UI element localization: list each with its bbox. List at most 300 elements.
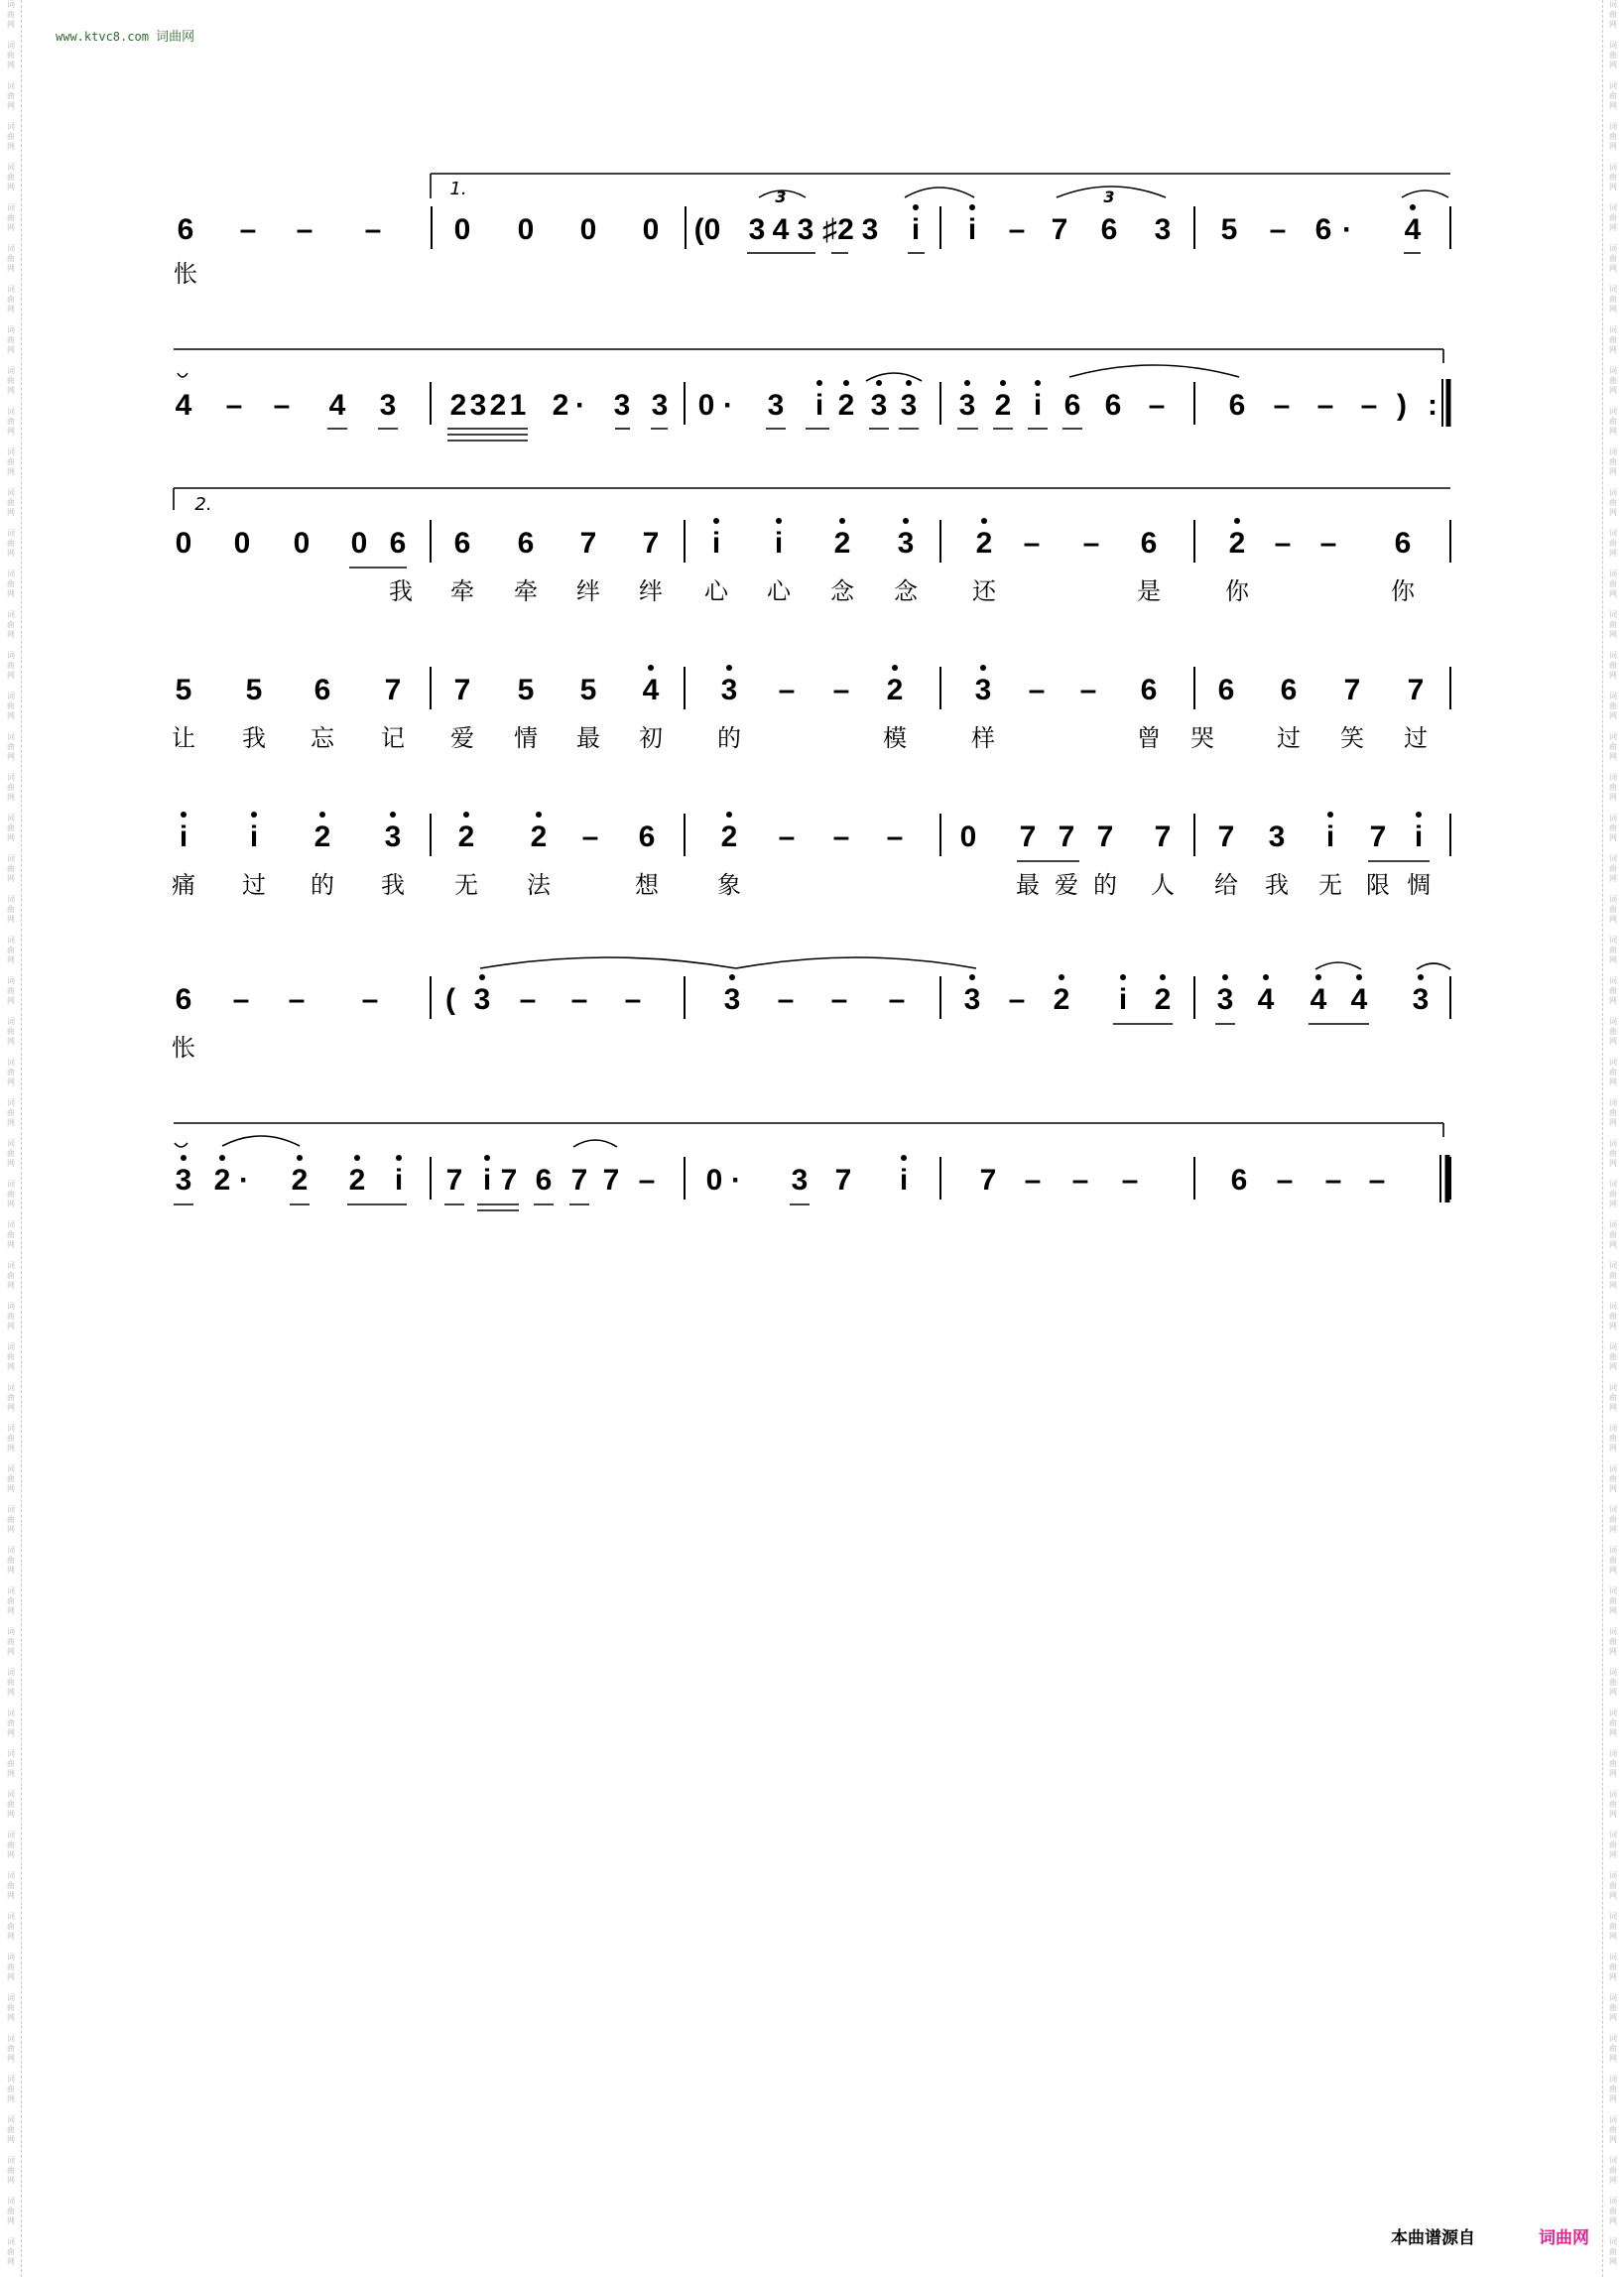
side-watermark-right: 词 曲 网 [1609,163,1617,191]
lyric-char: 模 [883,724,907,752]
jianpu-note: 0 [697,389,715,422]
jianpu-note: 2 [1154,983,1172,1016]
jianpu-note: 6 [1230,1164,1248,1197]
jianpu-note: – [888,983,906,1016]
jianpu-note: 4 [1404,213,1422,246]
jianpu-note: 3 [379,389,397,422]
jianpu-note: 7 [1369,821,1387,853]
lyric-char: 你 [1391,577,1415,605]
jianpu-note: 2 [530,821,548,853]
side-watermark-right: 词 曲 网 [1609,1261,1617,1290]
side-watermark-right: 词 曲 网 [1609,1139,1617,1168]
side-watermark-right: 词 曲 网 [1609,488,1617,517]
side-watermark-right: 词 曲 网 [1609,447,1617,476]
jianpu-note: 6 [517,527,535,560]
jianpu-note: 6 [1140,527,1158,560]
octave-dot [729,974,735,980]
side-watermark-right: 词 曲 网 [1609,1302,1617,1330]
octave-dot [1356,974,1362,980]
octave-dot [648,665,654,671]
jianpu-note: i [711,527,721,560]
side-watermark-left: 词 曲 网 [7,976,15,1005]
octave-dot [980,665,986,671]
lyric-char: 是 [1137,577,1161,605]
jianpu-note: (0 [693,213,721,246]
jianpu-note: 3 [897,527,915,560]
slur [480,957,736,968]
tuplet-3-mark: 3 [775,188,787,206]
octave-dot [1120,974,1126,980]
jianpu-note: 7 [834,1164,852,1197]
jianpu-note: 2 [552,389,569,422]
jianpu-note: 7 [384,674,402,706]
jianpu-note: – [886,821,904,853]
side-watermark-left: 词 曲 网 [7,244,15,273]
lyric-char: 样 [971,724,995,752]
side-watermark-right: 词 曲 网 [1609,203,1617,232]
lyric-char: 初 [639,724,663,752]
notation-rows [172,174,1450,1210]
lyric-char: 的 [311,871,334,899]
jianpu-note: – [778,674,796,706]
lyric-char: 记 [381,724,405,752]
side-watermark-left: 词 曲 网 [7,2197,15,2225]
side-watermark-left: 词 曲 网 [7,1505,15,1534]
jianpu-note: 0 [959,821,977,853]
side-watermark-left: 词 曲 网 [7,1790,15,1819]
lyric-char: 法 [527,871,551,899]
side-watermark-left: 词 曲 网 [7,529,15,558]
lyric-char: 的 [717,724,741,752]
side-watermark-left: 词 曲 网 [7,1383,15,1412]
side-watermark-right: 词 曲 网 [1609,244,1617,273]
octave-dot [901,1155,907,1161]
lyric-char: 你 [1225,577,1249,605]
side-watermark-left: 词 曲 网 [7,692,15,720]
jianpu-note: 6 [1063,389,1081,422]
jianpu-note: 3 [963,983,981,1016]
jianpu-note: 3 [613,389,631,422]
side-watermark-right: 词 曲 网 [1609,407,1617,436]
jianpu-note: ( [445,983,455,1016]
octave-dot [1000,380,1006,386]
side-watermark-right: 词 曲 网 [1609,1627,1617,1656]
side-watermark-left: 词 曲 网 [7,1180,15,1208]
side-watermark-right: 词 曲 网 [1609,1424,1617,1453]
jianpu-note: – [1008,983,1026,1016]
jianpu-note: 3 [723,983,741,1016]
lyric-char: 怅 [172,1034,195,1062]
jianpu-note: 6 [1314,213,1332,246]
octave-dot [181,1155,187,1161]
jianpu-note: · [1342,213,1352,246]
side-watermark-left: 词 曲 网 [7,1261,15,1290]
jianpu-note: 5 [517,674,535,706]
lyric-char: 念 [830,577,854,605]
octave-dot [726,812,732,818]
jianpu-note: ) [1397,389,1407,422]
lyric-char: 我 [389,577,413,605]
side-watermark-left: 词 曲 网 [7,936,15,964]
slur [736,957,976,968]
octave-dot [219,1155,225,1161]
octave-dot [463,812,469,818]
jianpu-note: 3 [1216,983,1234,1016]
jianpu-note: · [723,389,733,422]
side-watermark-right: 词 曲 网 [1609,285,1617,314]
lyric-char: 想 [635,871,659,899]
side-watermark-right: 词 曲 网 [1609,976,1617,1005]
jianpu-note: 2 [886,674,904,706]
lyric-char: 我 [242,724,266,752]
jianpu-note: – [1082,527,1100,560]
side-watermark-left: 词 曲 网 [7,1953,15,1981]
octave-dot [1059,974,1064,980]
lyric-char: 最 [576,724,600,752]
octave-dot [913,204,919,210]
side-watermark-left: 词 曲 网 [7,854,15,883]
side-watermark-right: 词 曲 网 [1609,1383,1617,1412]
side-watermark-left: 词 曲 网 [7,1058,15,1086]
side-watermark-left: 词 曲 网 [7,1464,15,1493]
octave-dot [484,1155,490,1161]
jianpu-note: – [364,213,382,246]
side-watermark-left: 词 曲 网 [7,2237,15,2266]
jianpu-note: – [1079,674,1097,706]
side-watermark-right: 词 曲 网 [1609,529,1617,558]
octave-dot [981,518,987,524]
side-watermark-right: 词 曲 网 [1609,610,1617,639]
lyric-char: 情 [514,724,538,752]
jianpu-note: – [570,983,588,1016]
octave-dot [390,812,396,818]
lyric-char: 无 [1318,871,1342,899]
jianpu-note: 3 [175,1164,192,1197]
jianpu-note: 7 [1407,674,1425,706]
jianpu-note: – [225,389,243,422]
side-watermark-left: 词 曲 网 [7,1831,15,1859]
jianpu-note: – [1368,1164,1386,1197]
lyric-char: 无 [454,871,478,899]
lyric-char: 过 [242,871,266,899]
jianpu-note: 3 [473,983,491,1016]
side-watermark-left: 词 曲 网 [7,1871,15,1900]
side-watermark-right: 词 曲 网 [1609,1017,1617,1046]
jianpu-note: i [1033,389,1043,422]
jianpu-note: 7 [602,1164,620,1197]
jianpu-note: – [832,674,850,706]
side-watermark-left: 词 曲 网 [7,447,15,476]
jianpu-note: – [1028,674,1046,706]
jianpu-note: 5 [1220,213,1238,246]
side-watermark-left: 词 曲 网 [7,407,15,436]
jianpu-note: 0 [705,1164,723,1197]
side-watermark-left: 词 曲 网 [7,895,15,924]
side-watermark-right: 词 曲 网 [1609,1505,1617,1534]
lyric-char: 忘 [311,724,334,752]
side-watermark-left: 词 曲 网 [7,1424,15,1453]
jianpu-note: – [296,213,313,246]
jianpu-note: 2 [1228,527,1246,560]
side-watermark-right: 词 曲 网 [1609,2237,1617,2266]
jianpu-note: 3 [791,1164,809,1197]
jianpu-note: 0 [293,527,311,560]
jianpu-note: 3 [651,389,669,422]
side-watermark-right: 词 曲 网 [1609,651,1617,680]
jianpu-note: i [1414,821,1424,853]
jianpu-note: – [778,821,796,853]
octave-dot [1263,974,1269,980]
jianpu-note: 2 [833,527,851,560]
jianpu-note: 2 [489,389,507,422]
jianpu-note: – [1276,1164,1294,1197]
lyric-char: 怅 [174,260,197,288]
octave-dot [1315,974,1321,980]
slur [1069,365,1239,377]
octave-dot [1160,974,1166,980]
site-url-text[interactable]: www.ktvc8.com [56,30,149,44]
jianpu-note: – [832,821,850,853]
side-watermark-left: 词 曲 网 [7,203,15,232]
lyric-char: 爱 [450,724,474,752]
lyric-char: 人 [1151,871,1175,899]
jianpu-note: 6 [313,674,331,706]
slur [1402,190,1448,197]
jianpu-note: 3 [720,674,738,706]
jianpu-note: – [1274,527,1292,560]
jianpu-note: 2 [994,389,1012,422]
jianpu-note: 3 [384,821,402,853]
jianpu-note: i [774,527,784,560]
side-watermark-left: 词 曲 网 [7,569,15,598]
jianpu-note: 4 [1310,983,1327,1016]
side-watermark-left: 词 曲 网 [7,1098,15,1127]
jianpu-note: ♯2 [822,213,854,246]
jianpu-note: 7 [1051,213,1068,246]
jianpu-note: 6 [535,1164,553,1197]
jianpu-note: 2 [291,1164,309,1197]
octave-dot [319,812,325,818]
jianpu-note: 7 [979,1164,997,1197]
side-watermark-right: 词 曲 网 [1609,569,1617,598]
side-watermark-left: 词 曲 网 [7,366,15,395]
site-name: 词曲网 [156,30,195,45]
jianpu-note: 2 [449,389,467,422]
octave-dot [969,204,975,210]
side-watermark-left: 词 曲 网 [7,814,15,842]
side-watermark-right: 词 曲 网 [1609,1546,1617,1575]
side-watermark-left: 词 曲 网 [7,773,15,802]
side-watermark-left: 词 曲 网 [7,1627,15,1656]
jianpu-note: i [967,213,977,246]
jianpu-note: 3 [974,674,992,706]
jianpu-note: 6 [177,213,194,246]
jianpu-note: 6 [1280,674,1298,706]
lyric-char: 心 [767,577,791,605]
jianpu-note: 0 [350,527,368,560]
jianpu-note: 0 [642,213,660,246]
side-watermark-right: 词 曲 网 [1609,732,1617,761]
lyric-char: 哭 [1190,724,1214,752]
lyric-char: 心 [704,577,728,605]
lyric-char: 曾 [1137,724,1161,752]
jianpu-note: 2 [975,527,993,560]
lyric-char: 给 [1214,871,1238,899]
jianpu-note: – [1319,527,1337,560]
jianpu-note: · [239,1164,249,1197]
jianpu-note: 7 [1096,821,1114,853]
jianpu-note: 4 [772,213,790,246]
side-watermark-left: 词 曲 网 [7,651,15,680]
lyric-char: 我 [1265,871,1289,899]
tuplet-3-mark: 3 [1103,188,1115,206]
octave-dot [479,974,485,980]
jianpu-note: 6 [1394,527,1412,560]
octave-dot [816,380,822,386]
jianpu-note: – [624,983,642,1016]
slur [905,188,974,197]
lyric-char: 象 [717,871,741,899]
side-watermark-left: 词 曲 网 [7,2115,15,2144]
jianpu-note: 3 [900,389,918,422]
jianpu-note: – [1023,527,1041,560]
side-watermark-right: 词 曲 网 [1609,81,1617,110]
octave-dot [1222,974,1228,980]
octave-dot [776,518,782,524]
side-watermark-right: 词 曲 网 [1609,1912,1617,1941]
jianpu-note: 3 [469,389,487,422]
octave-dot [964,380,970,386]
jianpu-note: – [288,983,306,1016]
side-watermark-left: 词 曲 网 [7,2156,15,2185]
side-watermark-right: 词 曲 网 [1609,366,1617,395]
jianpu-note: – [1360,389,1378,422]
jianpu-note: 5 [175,674,192,706]
lyric-char: 笑 [1340,724,1364,752]
side-watermark-right: 词 曲 网 [1609,773,1617,802]
side-watermark-left: 词 曲 网 [7,41,15,69]
jianpu-note: 7 [1343,674,1361,706]
jianpu-note: – [361,983,379,1016]
side-watermark-left: 词 曲 网 [7,1220,15,1249]
side-watermark-left: 词 曲 网 [7,1017,15,1046]
side-watermark-left: 词 曲 网 [7,1708,15,1737]
octave-dot [1234,518,1240,524]
jianpu-note: – [519,983,537,1016]
octave-dot [297,1155,303,1161]
jianpu-note: 7 [642,527,660,560]
jianpu-note: – [1148,389,1166,422]
jianpu-note: – [1008,213,1026,246]
side-watermark-left: 词 曲 网 [7,2075,15,2103]
lyric-char: 念 [894,577,918,605]
slur [178,373,187,377]
side-watermark-left: 词 曲 网 [7,122,15,151]
lyric-char: 爱 [1055,871,1078,899]
jianpu-note: – [1269,213,1287,246]
jianpu-note: – [1316,389,1334,422]
octave-dot [903,518,909,524]
side-watermark-left: 词 曲 网 [7,1668,15,1697]
side-watermark-left: 词 曲 网 [7,732,15,761]
side-watermark-left: 词 曲 网 [7,610,15,639]
lyric-char: 最 [1016,871,1040,899]
footer-brand[interactable]: 词曲网 [1539,2228,1589,2248]
side-watermark-left: 词 曲 网 [7,1586,15,1615]
jianpu-note: · [731,1164,741,1197]
jianpu-note: : [1428,389,1437,422]
side-watermark-left: 词 曲 网 [7,1342,15,1371]
jianpu-note: 2 [1053,983,1070,1016]
side-watermark-right: 词 曲 网 [1609,1098,1617,1127]
jianpu-note: 6 [453,527,471,560]
lyric-char: 痛 [172,871,195,899]
volta-2-label: 2. [194,494,212,515]
jianpu-note: 3 [1268,821,1286,853]
lyric-char: 牵 [450,577,474,605]
jianpu-note: 0 [453,213,471,246]
jianpu-note: 3 [1412,983,1430,1016]
octave-dot [1327,812,1333,818]
volta-1-label: 1. [449,179,467,199]
jianpu-note: 4 [1350,983,1368,1016]
jianpu-note: – [232,983,250,1016]
octave-dot [713,518,719,524]
slur [222,1136,300,1146]
lyric-char: 牵 [514,577,538,605]
side-watermark-left: 词 曲 网 [7,1749,15,1778]
jianpu-note: 2 [348,1164,366,1197]
jianpu-note: 7 [500,1164,518,1197]
side-watermark-right: 词 曲 网 [1609,692,1617,720]
jianpu-note: 3 [1154,213,1172,246]
side-watermark-right: 词 曲 网 [1609,854,1617,883]
jianpu-note: i [482,1164,492,1197]
side-watermark-right: 词 曲 网 [1609,1993,1617,2022]
jianpu-note: 3 [797,213,814,246]
jianpu-note: 0 [579,213,597,246]
jianpu-note: 2 [457,821,475,853]
slur [1315,962,1361,969]
side-watermark-left: 词 曲 网 [7,488,15,517]
slur [866,373,922,381]
side-watermark-right: 词 曲 网 [1609,1790,1617,1819]
octave-dot [726,665,732,671]
jianpu-note: 0 [175,527,192,560]
jianpu-note: 3 [767,389,785,422]
octave-dot [969,974,975,980]
jianpu-note: – [830,983,848,1016]
side-watermark-right: 词 曲 网 [1609,936,1617,964]
octave-dot [396,1155,402,1161]
side-watermark-left: 词 曲 网 [7,1139,15,1168]
slur [1417,963,1450,969]
side-watermark-right: 词 曲 网 [1609,2197,1617,2225]
jianpu-note: 6 [175,983,192,1016]
jianpu-note: 7 [1217,821,1235,853]
side-watermark-left: 词 曲 网 [7,1993,15,2022]
jianpu-note: – [581,821,599,853]
side-watermark-right: 词 曲 网 [1609,2075,1617,2103]
jianpu-note: 4 [642,674,660,706]
jianpu-note: 0 [233,527,251,560]
side-watermark-left: 词 曲 网 [7,325,15,354]
side-watermark-right: 词 曲 网 [1609,895,1617,924]
jianpu-note: 4 [328,389,346,422]
jianpu-note: 5 [245,674,263,706]
jianpu-note: – [1324,1164,1342,1197]
octave-dot [1035,380,1041,386]
